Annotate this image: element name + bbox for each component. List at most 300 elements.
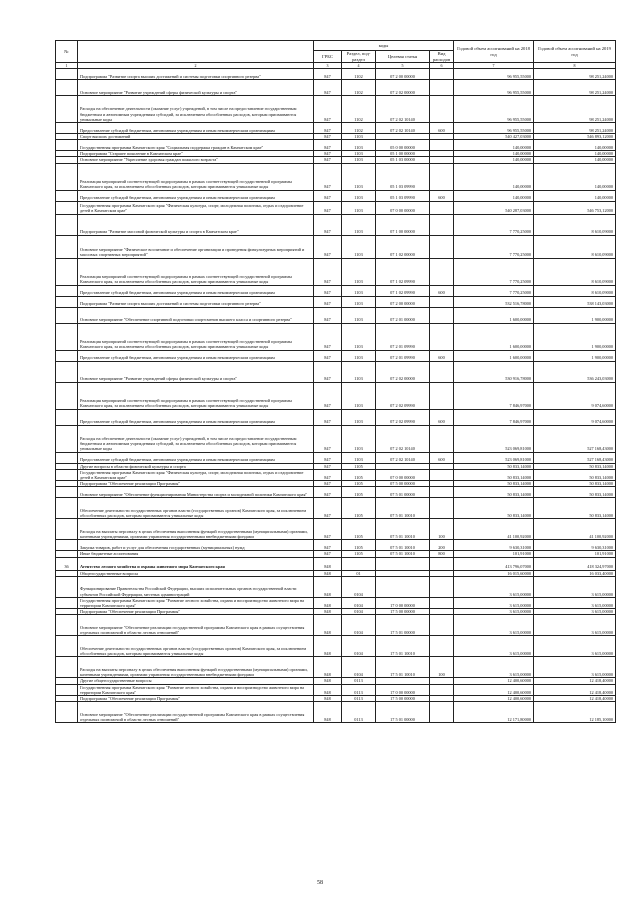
row-vr bbox=[430, 469, 454, 480]
row-amount-2019: 140,00000 bbox=[534, 140, 616, 151]
row-name: Предоставление субсидий бюджетным, автономным учреждениям и иным некоммерческим организациям bbox=[78, 123, 314, 134]
row-amount-2019: 8 610,09000 bbox=[534, 235, 616, 258]
row-number bbox=[56, 285, 78, 296]
row-amount-2019: 3 615,00000 bbox=[534, 636, 616, 657]
row-vr bbox=[430, 382, 454, 409]
row-section: 1103 bbox=[342, 201, 376, 214]
row-target: 07 2 02 00000 bbox=[376, 80, 430, 96]
row-amount-2018: 50 833,14000 bbox=[454, 498, 534, 519]
row-amount-2019: 3 615,00000 bbox=[534, 576, 616, 597]
row-amount-2019: 1 900,00000 bbox=[534, 307, 616, 323]
index-cell: 4 bbox=[342, 63, 376, 69]
row-grbs: 847 bbox=[314, 551, 342, 557]
row-vr: 600 bbox=[430, 190, 454, 201]
row-number bbox=[56, 190, 78, 201]
row-amount-2018: 1 600,00000 bbox=[454, 350, 534, 361]
row-number: 36 bbox=[56, 557, 78, 570]
table-row bbox=[56, 80, 616, 96]
row-vr bbox=[430, 615, 454, 636]
row-target: 05 1 03 09990 bbox=[376, 163, 430, 190]
row-name: Обеспечение деятельности государственных органов власти (государственных органов) Камчатского края, за исключением обособленных расходов, которым присваиваются уникальные коды bbox=[78, 636, 314, 657]
table-row bbox=[56, 487, 616, 498]
row-amount-2019: 9 074,60000 bbox=[534, 382, 616, 409]
row-grbs: 847 bbox=[314, 123, 342, 134]
row-amount-2019: 8 610,09000 bbox=[534, 214, 616, 235]
row-name: Основное мероприятие "Развитие учреждений сферы физической культуры и спорта" bbox=[78, 80, 314, 96]
row-target: 07 2 02 09990 bbox=[376, 382, 430, 409]
table-row bbox=[56, 350, 616, 361]
row-number bbox=[56, 140, 78, 151]
row-target: 07 0 00 00000 bbox=[376, 469, 430, 480]
row-name: Государственная программа Камчатского края "Развитие лесного хозяйства, охрана и воспроизводство животного мира на территории Камчатского края" bbox=[78, 597, 314, 608]
row-amount-2018: 101,91000 bbox=[454, 551, 534, 557]
table-row bbox=[56, 323, 616, 350]
row-number bbox=[56, 296, 78, 307]
row-name: Предоставление субсидий бюджетным, автономным учреждениям и иным некоммерческим организациям bbox=[78, 350, 314, 361]
row-amount-2018: 12 171,80000 bbox=[454, 702, 534, 723]
row-grbs: 847 bbox=[314, 382, 342, 409]
table-row bbox=[56, 498, 616, 519]
table-row bbox=[56, 576, 616, 597]
row-section: 1103 bbox=[342, 151, 376, 157]
row-name: Подпрограмма "Старшее поколение в Камчатском крае" bbox=[78, 151, 314, 157]
row-number bbox=[56, 469, 78, 480]
row-grbs: 848 bbox=[314, 702, 342, 723]
row-section: 1103 bbox=[342, 235, 376, 258]
row-amount-2019: 41 100,92000 bbox=[534, 519, 616, 540]
row-target: 07 2 01 00000 bbox=[376, 307, 430, 323]
row-section: 1103 bbox=[342, 190, 376, 201]
row-section: 0104 bbox=[342, 636, 376, 657]
row-vr bbox=[430, 557, 454, 570]
row-amount-2018: 96 955,55000 bbox=[454, 80, 534, 96]
index-cell: 5 bbox=[376, 63, 430, 69]
row-vr bbox=[430, 235, 454, 258]
table-row bbox=[56, 684, 616, 695]
row-section: 1103 bbox=[342, 134, 376, 140]
row-name: Основное мероприятие "Обеспечение функционирования Министерства спорта и молодежной политики Камчатского края" bbox=[78, 487, 314, 498]
row-section: 1103 bbox=[342, 307, 376, 323]
row-grbs: 847 bbox=[314, 214, 342, 235]
row-amount-2018: 9 630,31000 bbox=[454, 540, 534, 551]
row-amount-2019: 546 753,12000 bbox=[534, 201, 616, 214]
row-target: 05 1 03 00000 bbox=[376, 157, 430, 163]
row-name: Основное мероприятие "Обеспечение реализации государственной программы Камчатского края в рамках осуществления отдельных полномочий в области лесных отношений" bbox=[78, 615, 314, 636]
row-target: 17 5 00 00000 bbox=[376, 696, 430, 702]
row-number bbox=[56, 123, 78, 134]
row-grbs: 848 bbox=[314, 576, 342, 597]
row-name: Реализация мероприятий соответствующей подпрограммы в рамках соответствующей государственной программы Камчатского края, за исключением обособленных расходов, которым присваиваются уникальные коды bbox=[78, 258, 314, 285]
row-amount-2019: 50 833,14000 bbox=[534, 487, 616, 498]
row-amount-2018: 96 955,55000 bbox=[454, 69, 534, 80]
row-grbs: 847 bbox=[314, 151, 342, 157]
row-target: 17 0 00 00000 bbox=[376, 684, 430, 695]
row-amount-2019: 538 143,03000 bbox=[534, 296, 616, 307]
table-row bbox=[56, 382, 616, 409]
row-name: Подпрограмма "Обеспечение реализации Программы" bbox=[78, 696, 314, 702]
budget-rows bbox=[56, 69, 616, 723]
header-name bbox=[78, 41, 314, 63]
row-section: 1103 bbox=[342, 285, 376, 296]
row-number bbox=[56, 576, 78, 597]
row-section: 1103 bbox=[342, 140, 376, 151]
row-amount-2018: 50 833,14000 bbox=[454, 463, 534, 469]
row-vr: 600 bbox=[430, 452, 454, 463]
row-target: 07 1 02 09990 bbox=[376, 285, 430, 296]
row-section: 1103 bbox=[342, 361, 376, 382]
row-grbs: 848 bbox=[314, 636, 342, 657]
row-name: Реализация мероприятий соответствующей подпрограммы в рамках соответствующей государственной программы Камчатского края, за исключением обособленных расходов, которым присваиваются уникальные коды bbox=[78, 382, 314, 409]
row-name: Предоставление субсидий бюджетным, автономным учреждениям и иным некоммерческим организациям bbox=[78, 190, 314, 201]
row-name: Расходы на обеспечение деятельности (оказание услуг) учреждений, в том числе на предоставление государственным бюджетным и автономным учреждениям субсидий, за исключением обособленных расходов, которым присваиваются уникальные коды bbox=[78, 425, 314, 452]
row-amount-2018: 140,00000 bbox=[454, 190, 534, 201]
index-cell: 3 bbox=[314, 63, 342, 69]
row-section: 0113 bbox=[342, 696, 376, 702]
row-grbs: 848 bbox=[314, 696, 342, 702]
row-section: 1102 bbox=[342, 123, 376, 134]
row-vr: 600 bbox=[430, 123, 454, 134]
header-section: Раздел, под-раздел bbox=[342, 51, 376, 63]
table-row bbox=[56, 425, 616, 452]
row-section: 1102 bbox=[342, 96, 376, 123]
row-amount-2019: 50 833,14000 bbox=[534, 469, 616, 480]
row-target: 07 1 02 00000 bbox=[376, 235, 430, 258]
row-section: 1103 bbox=[342, 452, 376, 463]
row-amount-2019: 1 900,00000 bbox=[534, 350, 616, 361]
table-row bbox=[56, 258, 616, 285]
row-section: 1103 bbox=[342, 382, 376, 409]
row-section: 1103 bbox=[342, 214, 376, 235]
row-section: 0113 bbox=[342, 702, 376, 723]
row-number bbox=[56, 702, 78, 723]
row-amount-2019: 12 185,10000 bbox=[534, 702, 616, 723]
row-amount-2019: 98 251,24000 bbox=[534, 80, 616, 96]
row-name: Другие общегосударственные вопросы bbox=[78, 678, 314, 684]
row-amount-2018: 532 516,78000 bbox=[454, 296, 534, 307]
table-row bbox=[56, 69, 616, 80]
row-name: Основное мероприятие "Физическое воспитание и обеспечение организации и проведения физкультурных мероприятий и массовых спортивных мероприятий" bbox=[78, 235, 314, 258]
row-grbs: 847 bbox=[314, 350, 342, 361]
row-target: 07 2 02 09990 bbox=[376, 409, 430, 425]
row-target bbox=[376, 576, 430, 597]
table-row bbox=[56, 540, 616, 551]
row-amount-2019: 12 418,40000 bbox=[534, 696, 616, 702]
table-row bbox=[56, 409, 616, 425]
row-vr bbox=[430, 597, 454, 608]
row-grbs: 847 bbox=[314, 463, 342, 469]
row-section: 1103 bbox=[342, 425, 376, 452]
row-grbs: 847 bbox=[314, 481, 342, 487]
row-target: 07 5 00 00000 bbox=[376, 481, 430, 487]
row-vr bbox=[430, 201, 454, 214]
index-cell: 1 bbox=[56, 63, 78, 69]
row-section: 1103 bbox=[342, 157, 376, 163]
header-2018: Годовой объем ассигнований на 2018 год bbox=[454, 41, 534, 63]
row-name: Государственная программа Камчатского края "Физическая культура, спорт, молодежная политика, отдых и оздоровление детей в Камчатском крае" bbox=[78, 469, 314, 480]
row-target: 05 1 00 00000 bbox=[376, 151, 430, 157]
header-no: № bbox=[56, 41, 78, 63]
row-grbs: 847 bbox=[314, 425, 342, 452]
row-section: 0104 bbox=[342, 615, 376, 636]
row-grbs: 847 bbox=[314, 134, 342, 140]
row-number bbox=[56, 409, 78, 425]
row-target: 17 5 01 10010 bbox=[376, 636, 430, 657]
row-amount-2019: 98 251,24000 bbox=[534, 96, 616, 123]
row-amount-2018: 3 615,00000 bbox=[454, 576, 534, 597]
row-amount-2018: 140,00000 bbox=[454, 140, 534, 151]
row-grbs: 847 bbox=[314, 487, 342, 498]
row-vr bbox=[430, 636, 454, 657]
index-cell: 7 bbox=[454, 63, 534, 69]
row-vr bbox=[430, 96, 454, 123]
row-amount-2019: 3 615,00000 bbox=[534, 597, 616, 608]
row-number bbox=[56, 323, 78, 350]
row-vr bbox=[430, 702, 454, 723]
row-amount-2019: 140,00000 bbox=[534, 157, 616, 163]
table-row bbox=[56, 140, 616, 151]
row-number bbox=[56, 361, 78, 382]
row-vr bbox=[430, 163, 454, 190]
row-target: 07 1 00 00000 bbox=[376, 214, 430, 235]
row-section: 1102 bbox=[342, 69, 376, 80]
row-amount-2018: 413 796,07000 bbox=[454, 557, 534, 570]
row-amount-2019: 50 833,14000 bbox=[534, 463, 616, 469]
row-amount-2018: 7 770,25000 bbox=[454, 258, 534, 285]
row-grbs: 847 bbox=[314, 96, 342, 123]
row-name: Государственная программа Камчатского края "Социальная поддержка граждан в Камчатском крае" bbox=[78, 140, 314, 151]
row-number bbox=[56, 235, 78, 258]
row-amount-2018: 523 069,81000 bbox=[454, 425, 534, 452]
row-amount-2019: 527 168,43000 bbox=[534, 425, 616, 452]
row-name: Закупка товаров, работ и услуг для обеспечения государственных (муниципальных) нужд bbox=[78, 540, 314, 551]
row-amount-2019: 1 900,00000 bbox=[534, 323, 616, 350]
row-number bbox=[56, 258, 78, 285]
row-amount-2018: 523 069,81000 bbox=[454, 452, 534, 463]
row-name: Спорт высших достижений bbox=[78, 134, 314, 140]
row-vr: 100 bbox=[430, 657, 454, 678]
row-amount-2019: 140,00000 bbox=[534, 190, 616, 201]
row-vr bbox=[430, 487, 454, 498]
row-amount-2018: 12 400,60000 bbox=[454, 696, 534, 702]
row-number bbox=[56, 636, 78, 657]
row-grbs: 847 bbox=[314, 163, 342, 190]
header-target: Целевая статья bbox=[376, 51, 430, 63]
row-vr bbox=[430, 258, 454, 285]
row-amount-2018: 140,00000 bbox=[454, 163, 534, 190]
row-amount-2019: 3 615,00000 bbox=[534, 657, 616, 678]
table-row bbox=[56, 702, 616, 723]
row-name: Основное мероприятие "Укрепление здоровья граждан пожилого возраста" bbox=[78, 157, 314, 163]
table-row bbox=[56, 307, 616, 323]
row-target: 07 2 02 10140 bbox=[376, 96, 430, 123]
row-vr: 800 bbox=[430, 551, 454, 557]
row-name: Государственная программа Камчатского края "Физическая культура, спорт, молодежная политика, отдых и оздоровление детей в Камчатском крае" bbox=[78, 201, 314, 214]
row-name: Предоставление субсидий бюджетным, автономным учреждениям и иным некоммерческим организациям bbox=[78, 285, 314, 296]
row-number bbox=[56, 69, 78, 80]
row-number bbox=[56, 597, 78, 608]
table-row bbox=[56, 361, 616, 382]
row-amount-2018: 16 015,60000 bbox=[454, 570, 534, 576]
row-amount-2018: 140,00000 bbox=[454, 157, 534, 163]
row-section: 1103 bbox=[342, 409, 376, 425]
row-name: Подпрограмма "Развитие спорта высших достижений и системы подготовки спортивного резерва" bbox=[78, 296, 314, 307]
row-grbs: 847 bbox=[314, 157, 342, 163]
table-row bbox=[56, 636, 616, 657]
row-amount-2019: 3 615,00000 bbox=[534, 609, 616, 615]
table-row bbox=[56, 235, 616, 258]
row-grbs: 847 bbox=[314, 201, 342, 214]
table-row bbox=[56, 469, 616, 480]
row-section: 1105 bbox=[342, 498, 376, 519]
row-grbs: 847 bbox=[314, 452, 342, 463]
row-grbs: 847 bbox=[314, 409, 342, 425]
row-vr bbox=[430, 80, 454, 96]
row-number bbox=[56, 80, 78, 96]
row-amount-2019: 101,91000 bbox=[534, 551, 616, 557]
table-row bbox=[56, 163, 616, 190]
index-cell: 2 bbox=[78, 63, 314, 69]
row-amount-2018: 530 916,78000 bbox=[454, 361, 534, 382]
row-grbs: 848 bbox=[314, 657, 342, 678]
row-number bbox=[56, 382, 78, 409]
row-number bbox=[56, 657, 78, 678]
table-row bbox=[56, 96, 616, 123]
row-target: 17 5 01 00000 bbox=[376, 702, 430, 723]
row-amount-2018: 7 770,25000 bbox=[454, 285, 534, 296]
row-section: 1105 bbox=[342, 519, 376, 540]
table-row bbox=[56, 285, 616, 296]
row-amount-2019: 140,00000 bbox=[534, 151, 616, 157]
row-grbs: 847 bbox=[314, 140, 342, 151]
row-amount-2018: 12 400,60000 bbox=[454, 678, 534, 684]
row-grbs: 848 bbox=[314, 609, 342, 615]
row-amount-2018: 3 615,00000 bbox=[454, 636, 534, 657]
row-amount-2018: 50 833,14000 bbox=[454, 487, 534, 498]
table-row bbox=[56, 519, 616, 540]
row-number bbox=[56, 96, 78, 123]
row-section: 0104 bbox=[342, 609, 376, 615]
row-section bbox=[342, 557, 376, 570]
row-vr: 600 bbox=[430, 409, 454, 425]
row-name: Расходы на выплаты персоналу в целях обеспечения выполнения функций государственными (муниципальными) органами, казенными учреждениями, органами управления государственными внебюджетными фондами bbox=[78, 519, 314, 540]
row-amount-2019: 527 168,43000 bbox=[534, 452, 616, 463]
row-vr: 200 bbox=[430, 540, 454, 551]
index-cell: 8 bbox=[534, 63, 616, 69]
row-amount-2018: 50 833,14000 bbox=[454, 469, 534, 480]
row-amount-2019: 8 610,09000 bbox=[534, 258, 616, 285]
row-name: Предоставление субсидий бюджетным, автономным учреждениям и иным некоммерческим организациям bbox=[78, 452, 314, 463]
row-section: 0113 bbox=[342, 678, 376, 684]
row-amount-2018: 1 600,00000 bbox=[454, 323, 534, 350]
row-number bbox=[56, 519, 78, 540]
row-target: 07 5 01 10010 bbox=[376, 519, 430, 540]
table-row bbox=[56, 123, 616, 134]
row-amount-2019: 12 418,40000 bbox=[534, 684, 616, 695]
row-amount-2018: 3 615,00000 bbox=[454, 615, 534, 636]
row-amount-2018: 540 427,03000 bbox=[454, 134, 534, 140]
row-grbs: 847 bbox=[314, 469, 342, 480]
table-row bbox=[56, 296, 616, 307]
row-amount-2018: 7 770,25000 bbox=[454, 235, 534, 258]
row-grbs: 847 bbox=[314, 80, 342, 96]
row-section: 1105 bbox=[342, 469, 376, 480]
row-name: Функционирование Правительства Российской Федерации, высших исполнительных органов государственной власти субъектов Российской Федерации, местных администраций bbox=[78, 576, 314, 597]
page-number: 58 bbox=[317, 880, 323, 886]
row-amount-2019: 50 833,14000 bbox=[534, 481, 616, 487]
row-amount-2018: 50 833,14000 bbox=[454, 481, 534, 487]
row-vr bbox=[430, 425, 454, 452]
row-number bbox=[56, 452, 78, 463]
table-row bbox=[56, 214, 616, 235]
row-vr bbox=[430, 323, 454, 350]
row-number bbox=[56, 425, 78, 452]
row-number bbox=[56, 684, 78, 695]
row-number bbox=[56, 487, 78, 498]
budget-table bbox=[55, 40, 616, 723]
row-name: Подпрограмма "Обеспечение реализации Программы" bbox=[78, 481, 314, 487]
row-vr bbox=[430, 684, 454, 695]
row-target: 07 2 02 10140 bbox=[376, 425, 430, 452]
row-grbs: 848 bbox=[314, 684, 342, 695]
row-section: 0104 bbox=[342, 657, 376, 678]
row-name: Общегосударственные вопросы bbox=[78, 570, 314, 576]
row-number bbox=[56, 214, 78, 235]
row-name: Обеспечение деятельности государственных органов власти (государственных органов) Камчатского края, за исключением обособленных расходов, которым присваиваются уникальные коды bbox=[78, 498, 314, 519]
header-2019: Годовой объем ассигнований на 2019 год bbox=[534, 41, 616, 63]
row-amount-2018: 140,00000 bbox=[454, 151, 534, 157]
row-section: 1103 bbox=[342, 296, 376, 307]
row-grbs: 848 bbox=[314, 615, 342, 636]
row-amount-2019: 12 418,40000 bbox=[534, 678, 616, 684]
row-grbs: 847 bbox=[314, 190, 342, 201]
table-row bbox=[56, 201, 616, 214]
table-row bbox=[56, 657, 616, 678]
header-codes: коды bbox=[314, 41, 454, 51]
row-name: Расходы на выплаты персоналу в целях обеспечения выполнения функций государственными (муниципальными) органами, казенными учреждениями, органами управления государственными внебюджетными фондами bbox=[78, 657, 314, 678]
row-target: 07 2 01 09990 bbox=[376, 323, 430, 350]
row-section: 1105 bbox=[342, 463, 376, 469]
row-vr bbox=[430, 576, 454, 597]
index-cell: 6 bbox=[430, 63, 454, 69]
row-vr bbox=[430, 498, 454, 519]
row-amount-2018: 3 615,00000 bbox=[454, 609, 534, 615]
row-name: Государственная программа Камчатского края "Развитие лесного хозяйства, охрана и воспроизводство животного мира на территории Камчатского края" bbox=[78, 684, 314, 695]
row-name: Подпрограмма "Развитие спорта высших достижений и системы подготовки спортивного резерва" bbox=[78, 69, 314, 80]
row-number bbox=[56, 307, 78, 323]
row-vr bbox=[430, 296, 454, 307]
row-vr bbox=[430, 307, 454, 323]
row-vr: 600 bbox=[430, 285, 454, 296]
row-target: 07 2 02 10140 bbox=[376, 452, 430, 463]
row-vr bbox=[430, 140, 454, 151]
row-target: 17 0 00 00000 bbox=[376, 597, 430, 608]
row-section: 1103 bbox=[342, 163, 376, 190]
row-number bbox=[56, 615, 78, 636]
row-amount-2019: 98 251,24000 bbox=[534, 123, 616, 134]
row-section: 01 bbox=[342, 570, 376, 576]
row-grbs: 848 bbox=[314, 678, 342, 684]
row-number bbox=[56, 163, 78, 190]
row-target: 07 2 02 00000 bbox=[376, 361, 430, 382]
row-number bbox=[56, 350, 78, 361]
row-vr bbox=[430, 361, 454, 382]
budget-table-sheet bbox=[55, 40, 615, 723]
row-target: 17 5 01 00000 bbox=[376, 615, 430, 636]
row-grbs: 847 bbox=[314, 519, 342, 540]
row-number bbox=[56, 201, 78, 214]
row-amount-2019: 546 893,12000 bbox=[534, 134, 616, 140]
row-section: 0104 bbox=[342, 576, 376, 597]
